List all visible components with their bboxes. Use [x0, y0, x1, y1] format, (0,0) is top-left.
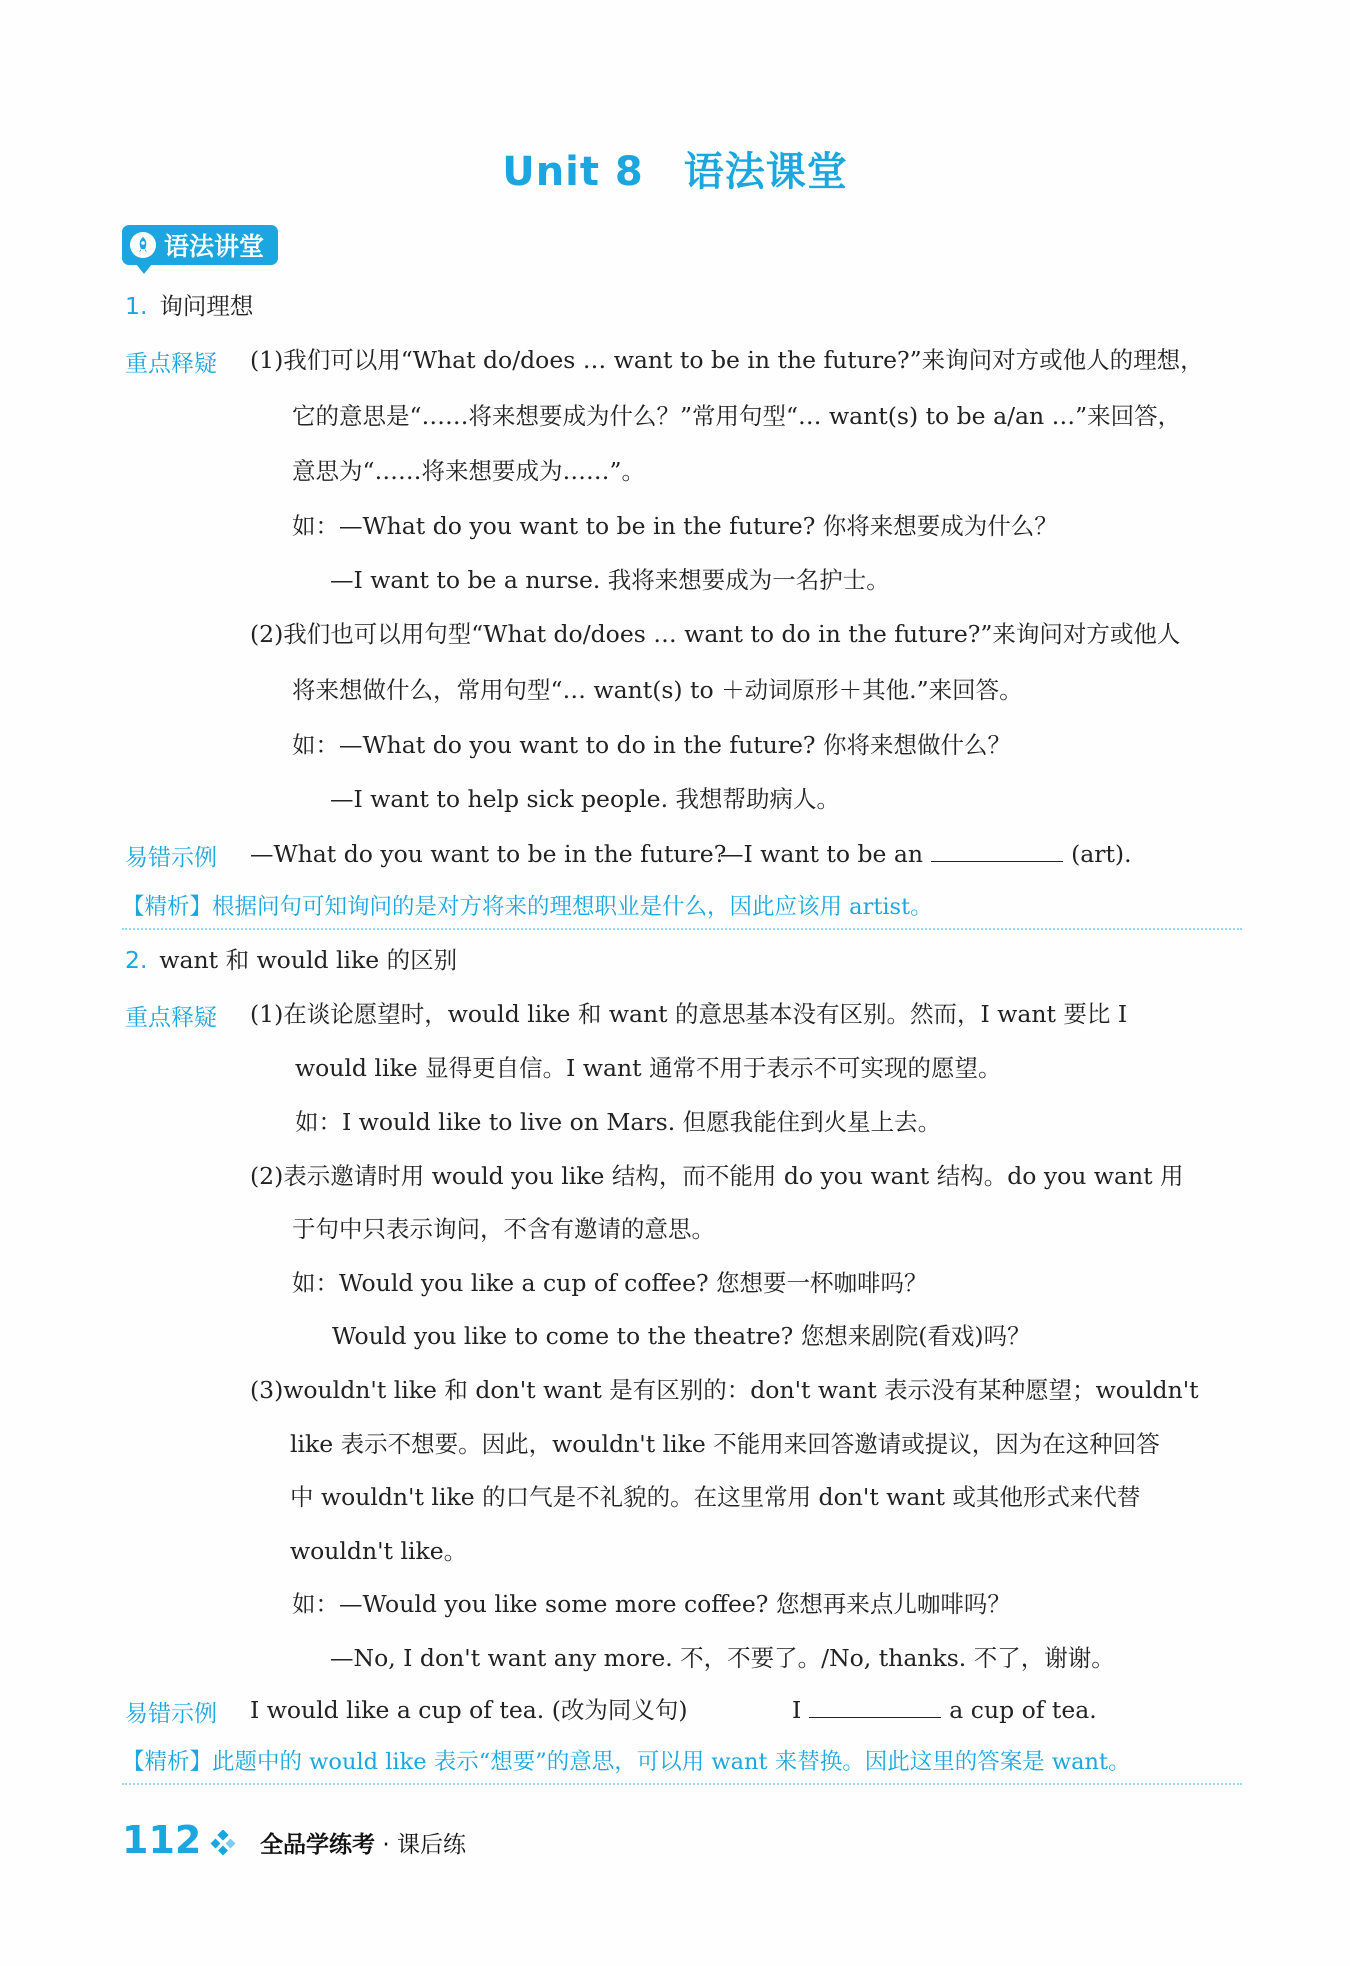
point1-heading	[125, 290, 253, 322]
point2-example: —No, I don't want any more. 不，不要了。/No, thanks. 不了，谢谢。	[330, 1644, 1115, 1672]
point1-error-answer-suffix: (art).	[1071, 840, 1132, 868]
point1-line: 将来想做什么，常用句型“… want(s) to ＋动词原形＋其他.”来回答。	[292, 676, 1023, 704]
point1-example: 如：—What do you want to do in the future? 你将来想做什么？	[292, 731, 1011, 759]
point2-example: 如：—Would you like some more coffee? 您想再来点儿咖啡吗？	[292, 1590, 1011, 1618]
topic-label: 语法课堂	[683, 149, 848, 195]
point2-line: (3)wouldn't like 和 don't want 是有区别的：don't want 表示没有某种愿望；wouldn't	[250, 1376, 1199, 1404]
divider	[122, 928, 1242, 930]
point2-line: like 表示不想要。因此，wouldn't like 不能用来回答邀请或提议，因为在这种回答	[290, 1430, 1160, 1458]
point2-error-answer-prefix: I	[792, 1696, 802, 1724]
point2-line: 中 wouldn't like 的口气是不礼貌的。在这里常用 don't want 或其他形式来代替	[290, 1483, 1141, 1511]
divider	[122, 1783, 1242, 1785]
point1-analysis: 【精析】根据问句可知询问的是对方将来的理想职业是什么，因此应该用 artist。	[122, 894, 933, 920]
point2-title: want 和 would like 的区别	[159, 946, 458, 974]
page-title	[0, 140, 1350, 197]
point1-example: 如：—What do you want to be in the future? 你将来想要成为什么？	[292, 512, 1058, 540]
point1-line: (2)我们也可以用句型“What do/does … want to do in the future?”来询问对方或他人	[250, 620, 1181, 648]
point2-error-tag: 易错示例	[125, 1701, 217, 1727]
section-badge	[122, 225, 278, 265]
point1-key-tag: 重点释疑	[125, 351, 217, 377]
point2-example: 如：Would you like a cup of coffee? 您想要一杯咖啡吗？	[292, 1269, 928, 1297]
footer-separator: ·	[382, 1832, 390, 1858]
point2-line: wouldn't like。	[290, 1537, 468, 1565]
point1-line: (1)我们可以用“What do/does … want to be in the future?”来询问对方或他人的理想，	[250, 346, 1204, 374]
point2-number: 2.	[125, 946, 148, 974]
answer-blank[interactable]	[931, 839, 1063, 862]
point1-example: —I want to help sick people. 我想帮助病人。	[330, 785, 841, 813]
point1-number: 1.	[125, 292, 148, 320]
point1-title: 询问理想	[159, 292, 254, 320]
point1-error-question: —What do you want to be in the future?	[250, 840, 727, 868]
point1-error-tag: 易错示例	[125, 845, 217, 871]
footer-title	[260, 1826, 466, 1859]
page-number: 112	[122, 1818, 202, 1862]
diamond-ornament-icon	[210, 1830, 236, 1860]
point1-example: —I want to be a nurse. 我将来想要成为一名护士。	[330, 566, 890, 594]
footer-brand: 全品学练考	[260, 1832, 375, 1858]
section-badge-label: 语法讲堂	[164, 232, 265, 261]
point2-line: would like 显得更自信。I want 通常不用于表示不可实现的愿望。	[295, 1054, 1002, 1082]
point1-line: 意思为“……将来想要成为……”。	[292, 457, 646, 485]
point1-error-answer-prefix: —I want to be an	[720, 840, 924, 868]
answer-blank[interactable]	[809, 1695, 941, 1718]
point2-error-question: I would like a cup of tea. (改为同义句)	[250, 1696, 688, 1724]
point2-error-answer	[792, 1694, 1097, 1726]
footer-subtitle: 课后练	[396, 1832, 466, 1858]
point2-error-answer-suffix: a cup of tea.	[949, 1696, 1097, 1724]
point2-analysis: 【精析】此题中的 would like 表示“想要”的意思，可以用 want 来替换。因此这里的答案是 want。	[122, 1749, 1131, 1775]
point1-error-answer	[720, 838, 1132, 870]
point2-line: 于句中只表示询问，不含有邀请的意思。	[292, 1215, 715, 1243]
point2-key-tag: 重点释疑	[125, 1005, 217, 1031]
point1-line: 它的意思是“……将来想要成为什么？”常用句型“… want(s) to be a/an …”来回答，	[292, 402, 1182, 430]
point2-line: (1)在谈论愿望时，would like 和 want 的意思基本没有区别。然而，I want 要比 I	[250, 1000, 1128, 1028]
point2-example: 如：I would like to live on Mars. 但愿我能住到火星上去。	[295, 1108, 942, 1136]
point2-heading	[125, 944, 457, 976]
rocket-icon	[130, 232, 156, 258]
unit-label: Unit 8	[502, 149, 644, 195]
point2-line: (2)表示邀请时用 would you like 结构，而不能用 do you want 结构。do you want 用	[250, 1162, 1184, 1190]
point2-example: Would you like to come to the theatre? 您想来剧院(看戏)吗？	[332, 1322, 1031, 1350]
